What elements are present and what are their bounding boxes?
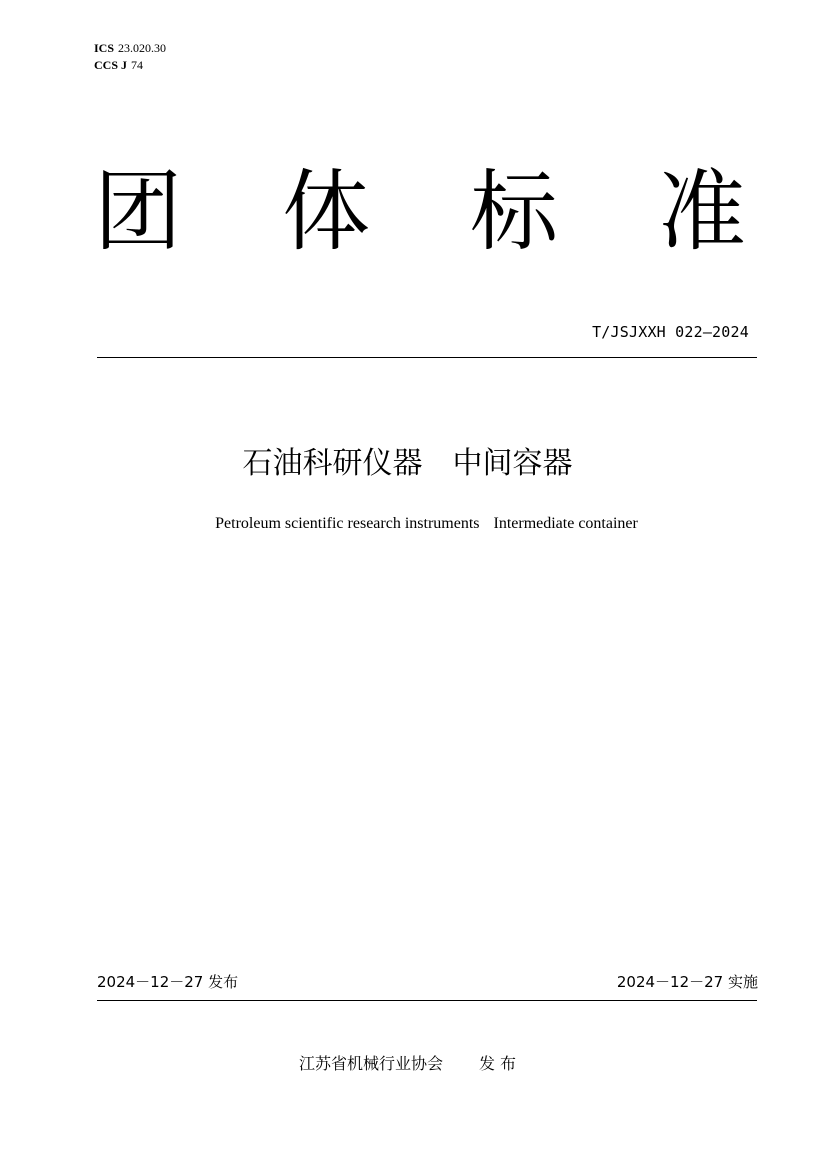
classification-codes	[94, 40, 166, 74]
publisher-name: 江苏省机械行业协会	[298, 1054, 443, 1073]
standard-number: T/JSJXXH 022—2024	[592, 323, 749, 341]
top-divider	[97, 357, 757, 358]
title-char-1: 团	[94, 160, 183, 263]
document-title-cn	[0, 442, 815, 486]
title-en-part2: Intermediate container	[493, 515, 638, 532]
bottom-divider	[97, 1000, 757, 1001]
ics-value: 23.020.30	[118, 41, 167, 55]
ics-label: ICS	[94, 41, 115, 55]
document-title-en	[0, 513, 815, 535]
ccs-label: CCS J	[94, 58, 128, 72]
title-char-3: 标	[470, 160, 559, 263]
implementation-date: 2024－12－27 实施	[616, 973, 758, 991]
ccs-line	[94, 57, 166, 74]
publisher-action: 发 布	[478, 1054, 517, 1073]
issue-date: 2024－12－27 发布	[97, 973, 239, 991]
publisher-line	[0, 1052, 815, 1076]
title-char-2: 体	[282, 160, 371, 263]
title-en-part1: Petroleum scientific research instruments	[215, 515, 480, 532]
title-char-4: 准	[658, 160, 747, 263]
ccs-value: 74	[131, 58, 144, 72]
title-cn-part2: 中间容器	[452, 446, 573, 481]
ics-line	[94, 40, 166, 57]
title-cn-part1: 石油科研仪器	[242, 446, 423, 481]
